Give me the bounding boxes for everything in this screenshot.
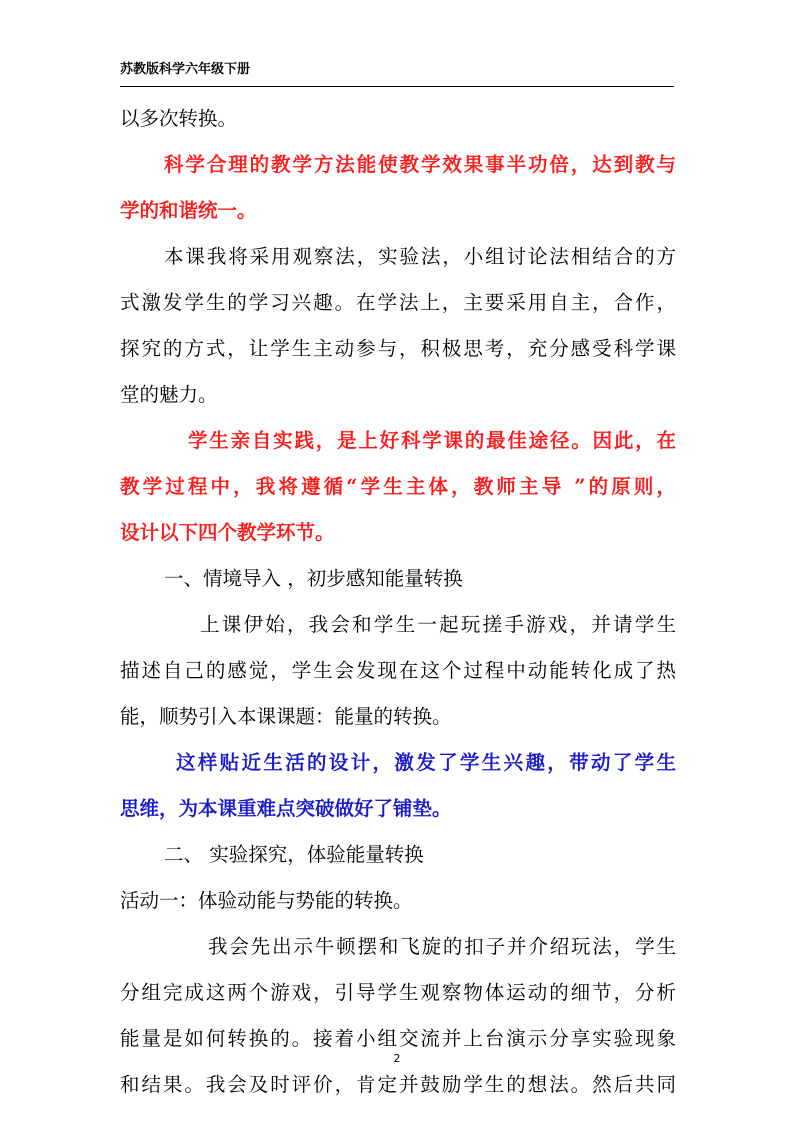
paragraph-line: 分组完成这两个游戏，引导学生观察物体运动的细节，分析 (120, 981, 676, 1004)
paragraph-line: 学的和谐统一。 (120, 199, 257, 222)
paragraph-line: 教学过程中，我将遵循“学生主体，教师主导 ”的原则， (120, 475, 676, 498)
document-body (120, 96, 676, 1108)
paragraph-line: 本课我将采用观察法，实验法，小组讨论法相结合的方 (164, 245, 676, 268)
paragraph-line: 二、 实验探究，体验能量转换 (164, 843, 424, 866)
paragraph-line: 思维，为本课重难点突破做好了铺垫。 (120, 797, 452, 820)
paragraph-line: 以多次转换。 (120, 107, 238, 130)
paragraph-line: 和结果。我会及时评价，肯定并鼓励学生的想法。然后共同 (120, 1073, 676, 1096)
paragraph-line: 活动一：体验动能与势能的转换。 (120, 889, 413, 912)
page-header (120, 58, 674, 87)
paragraph-line: 能，顺势引入本课课题：能量的转换。 (120, 705, 452, 728)
paragraph-line: 式激发学生的学习兴趣。在学法上，主要采用自主，合作， (120, 291, 676, 314)
paragraph-line: 堂的魅力。 (120, 383, 218, 406)
paragraph-line: 这样贴近生活的设计，激发了学生兴趣，带动了学生 (176, 751, 676, 774)
paragraph-line: 能量是如何转换的。接着小组交流并上台演示分享实验现象 (120, 1027, 676, 1050)
page-number: 2 (393, 1052, 401, 1065)
paragraph-line: 学生亲自实践，是上好科学课的最佳途径。因此，在 (188, 429, 676, 452)
paragraph-line: 科学合理的教学方法能使教学效果事半功倍，达到教与 (164, 153, 676, 176)
paragraph-line: 上课伊始，我会和学生一起玩搓手游戏，并请学生 (200, 613, 676, 636)
paragraph-line: 设计以下四个教学环节。 (120, 521, 335, 544)
paragraph-line: 我会先出示牛顿摆和飞旋的扣子并介绍玩法，学生 (208, 935, 676, 958)
paragraph-line: 描述自己的感觉，学生会发现在这个过程中动能转化成了热 (120, 659, 676, 682)
header-title: 苏教版科学六年级下册 (120, 62, 251, 77)
paragraph-line: 一、情境导入 ，初步感知能量转换 (164, 567, 463, 590)
paragraph-line: 探究的方式，让学生主动参与，积极思考，充分感受科学课 (120, 337, 676, 360)
